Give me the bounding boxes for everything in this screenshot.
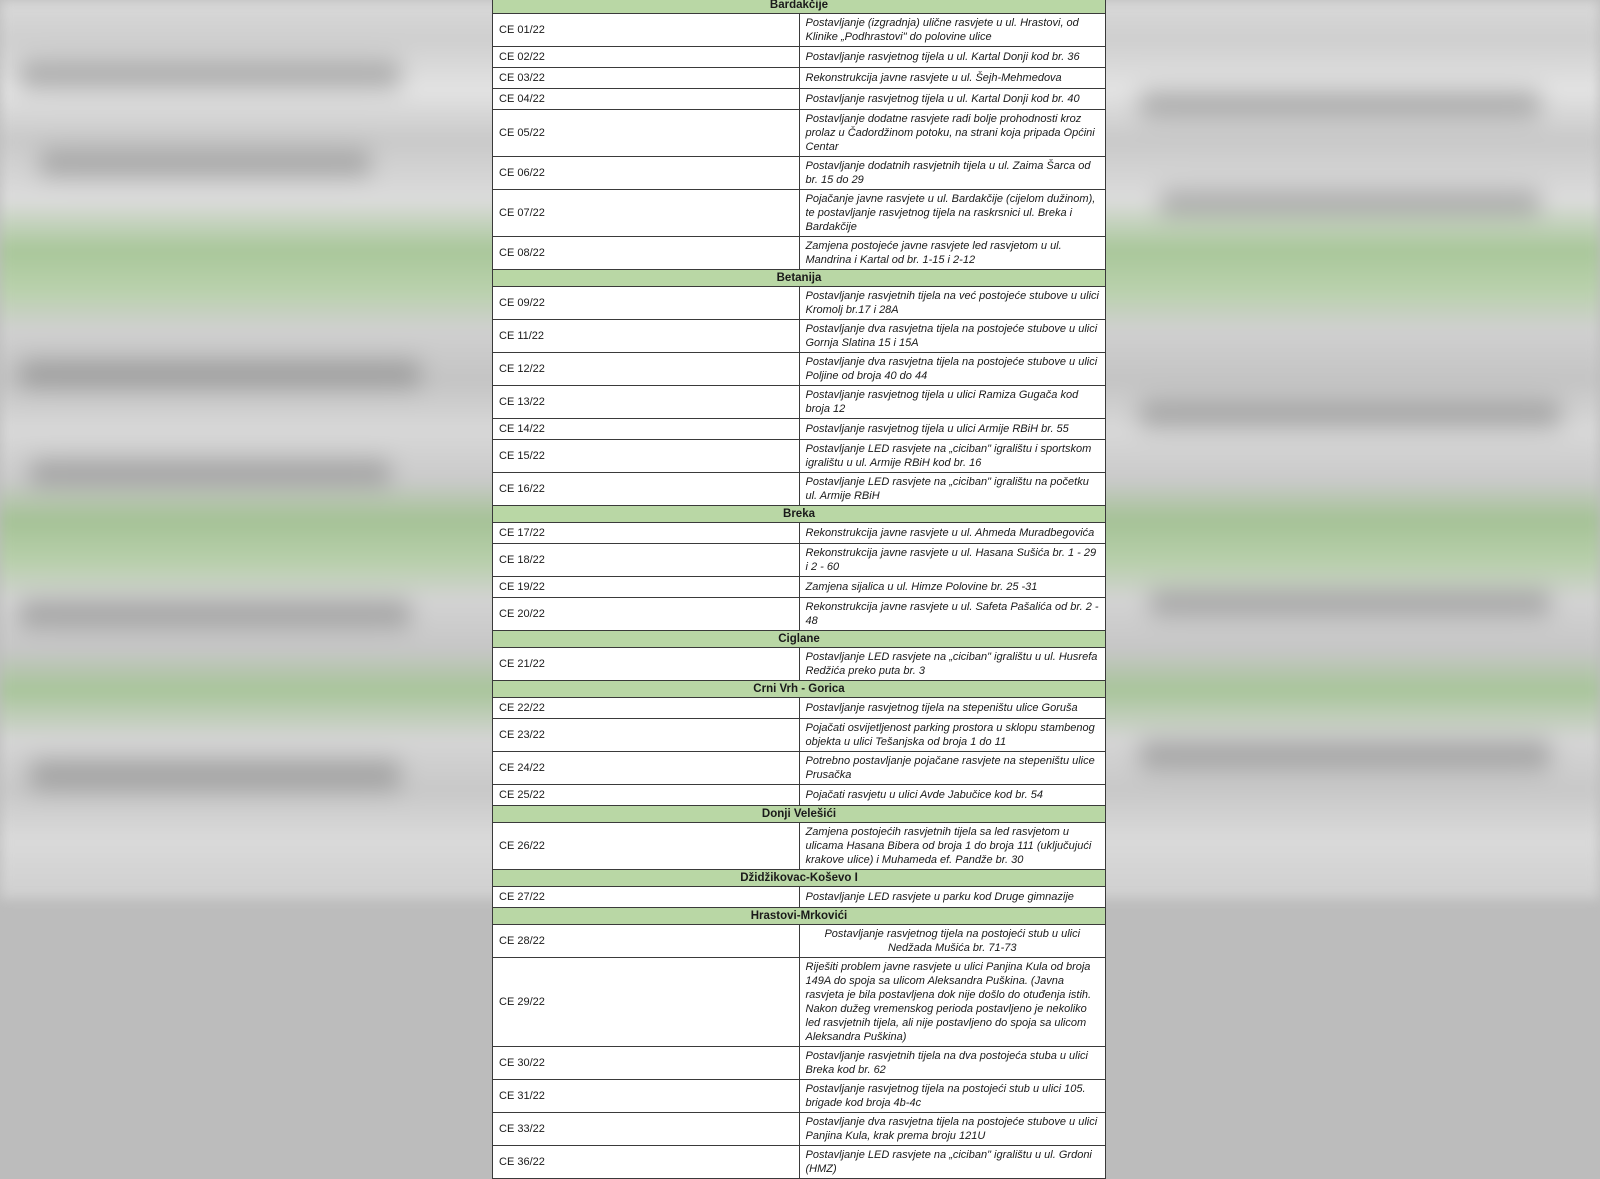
table-body <box>493 0 1106 1179</box>
row-code: CE 16/22 <box>493 473 800 506</box>
row-description: Pojačati rasvjetu u ulici Avde Jabučice kod br. 54 <box>799 785 1106 806</box>
table-row <box>493 1047 1106 1080</box>
row-description: Postavljanje dva rasvjetna tijela na postojeće stubove u ulici Gornja Slatina 15 i 15A <box>799 320 1106 353</box>
table-row <box>493 523 1106 544</box>
section-title: Betanija <box>493 270 1106 287</box>
document-page <box>492 0 1106 1179</box>
table-row <box>493 698 1106 719</box>
row-code: CE 31/22 <box>493 1080 800 1113</box>
row-description: Zamjena sijalica u ul. Himze Polovine br. 25 -31 <box>799 577 1106 598</box>
row-code: CE 02/22 <box>493 47 800 68</box>
blurred-text-block <box>1140 740 1550 770</box>
table-row <box>493 577 1106 598</box>
row-code: CE 19/22 <box>493 577 800 598</box>
row-description: Rekonstrukcija javne rasvjete u ul. Safeta Pašalića od br. 2 - 48 <box>799 598 1106 631</box>
row-code: CE 09/22 <box>493 287 800 320</box>
table-row <box>493 719 1106 752</box>
section-header-row <box>493 908 1106 925</box>
row-description: Zamjena postojeće javne rasvjete led rasvjetom u ul. Mandrina i Kartal od br. 1-15 i 2-12 <box>799 237 1106 270</box>
section-header-row <box>493 870 1106 887</box>
table-row <box>493 89 1106 110</box>
table-row <box>493 752 1106 785</box>
row-description: Postavljanje LED rasvjete na „ciciban" igralištu i sportskom igralištu u ul. Armije RBiH kod br. 16 <box>799 440 1106 473</box>
table-row <box>493 68 1106 89</box>
table-row <box>493 1080 1106 1113</box>
table-row <box>493 473 1106 506</box>
row-description: Postavljanje rasvjetnih tijela na dva postojeća stuba u ulici Breka kod br. 62 <box>799 1047 1106 1080</box>
section-header-row <box>493 506 1106 523</box>
row-description: Postavljanje rasvjetnog tijela u ulici Armije RBiH br. 55 <box>799 419 1106 440</box>
row-description: Postavljanje LED rasvjete na „ciciban" igralištu u ul. Grdoni (HMZ) <box>799 1146 1106 1179</box>
section-title: Breka <box>493 506 1106 523</box>
table-row <box>493 353 1106 386</box>
row-code: CE 21/22 <box>493 648 800 681</box>
row-code: CE 29/22 <box>493 958 800 1047</box>
section-title: Bardakčije <box>493 0 1106 14</box>
row-code: CE 18/22 <box>493 544 800 577</box>
blurred-text-block <box>40 150 370 176</box>
row-code: CE 04/22 <box>493 89 800 110</box>
row-description: Zamjena postojećih rasvjetnih tijela sa led rasvjetom u ulicama Hasana Bibera od broja 1 do broja 111 (uključujući krakove ulice) i Muhameda ef. Pandže br. 30 <box>799 823 1106 870</box>
row-description: Postavljanje LED rasvjete na „ciciban" igralištu na početku ul. Armije RBiH <box>799 473 1106 506</box>
section-header-row <box>493 806 1106 823</box>
row-description: Rekonstrukcija javne rasvjete u ul. Hasana Sušića br. 1 - 29 i 2 - 60 <box>799 544 1106 577</box>
section-title: Donji Velešići <box>493 806 1106 823</box>
row-code: CE 20/22 <box>493 598 800 631</box>
table-row <box>493 1146 1106 1179</box>
blurred-text-block <box>20 360 420 388</box>
row-code: CE 08/22 <box>493 237 800 270</box>
table-row <box>493 1113 1106 1146</box>
row-code: CE 07/22 <box>493 190 800 237</box>
row-description: Potrebno postavljanje pojačane rasvjete na stepeništu ulice Prusačka <box>799 752 1106 785</box>
section-header-row <box>493 681 1106 698</box>
table-row <box>493 887 1106 908</box>
row-code: CE 36/22 <box>493 1146 800 1179</box>
table-row <box>493 157 1106 190</box>
section-header-row <box>493 270 1106 287</box>
row-code: CE 24/22 <box>493 752 800 785</box>
section-title: Ciglane <box>493 631 1106 648</box>
row-description: Pojačati osvijetljenost parking prostora u sklopu stambenog objekta u ulici Tešanjska od broja 1 do 11 <box>799 719 1106 752</box>
row-code: CE 17/22 <box>493 523 800 544</box>
row-description: Postavljanje LED rasvjete na „ciciban" igralištu u ul. Husrefa Redžića preko puta br. 3 <box>799 648 1106 681</box>
street-lighting-table <box>492 0 1106 1179</box>
row-code: CE 03/22 <box>493 68 800 89</box>
table-row <box>493 823 1106 870</box>
row-code: CE 01/22 <box>493 14 800 47</box>
table-row <box>493 386 1106 419</box>
row-code: CE 30/22 <box>493 1047 800 1080</box>
table-row <box>493 47 1106 68</box>
table-row <box>493 237 1106 270</box>
row-code: CE 15/22 <box>493 440 800 473</box>
blurred-text-block <box>1140 400 1560 428</box>
row-code: CE 13/22 <box>493 386 800 419</box>
row-code: CE 23/22 <box>493 719 800 752</box>
blurred-text-block <box>1140 90 1540 118</box>
row-description: Pojačanje javne rasvjete u ul. Bardakčije (cijelom dužinom), te postavljanje rasvjetnog tijela na raskrsnici ul. Breka i Bardakčije <box>799 190 1106 237</box>
row-code: CE 22/22 <box>493 698 800 719</box>
table-row <box>493 598 1106 631</box>
table-row <box>493 287 1106 320</box>
row-code: CE 27/22 <box>493 887 800 908</box>
row-code: CE 33/22 <box>493 1113 800 1146</box>
table-row <box>493 925 1106 958</box>
row-description: Postavljanje dodatnih rasvjetnih tijela u ul. Zaima Šarca od br. 15 do 29 <box>799 157 1106 190</box>
row-description: Postavljanje rasvjetnog tijela u ulici Ramiza Gugača kod broja 12 <box>799 386 1106 419</box>
table-row <box>493 190 1106 237</box>
row-description: Postavljanje dva rasvjetna tijela na postojeće stubove u ulici Panjina Kula, krak prema broju 121U <box>799 1113 1106 1146</box>
row-code: CE 11/22 <box>493 320 800 353</box>
table-row <box>493 320 1106 353</box>
table-row <box>493 544 1106 577</box>
table-row <box>493 648 1106 681</box>
section-header-row <box>493 631 1106 648</box>
row-code: CE 14/22 <box>493 419 800 440</box>
table-row <box>493 785 1106 806</box>
section-title: Džidžikovac-Koševo I <box>493 870 1106 887</box>
section-title: Hrastovi-Mrkovići <box>493 908 1106 925</box>
row-code: CE 05/22 <box>493 110 800 157</box>
blurred-text-block <box>30 760 400 790</box>
row-description: Postavljanje rasvjetnog tijela u ul. Kartal Donji kod br. 36 <box>799 47 1106 68</box>
blurred-text-block <box>20 600 410 628</box>
section-title: Crni Vrh - Gorica <box>493 681 1106 698</box>
row-code: CE 12/22 <box>493 353 800 386</box>
blurred-text-block <box>1150 590 1550 616</box>
row-description: Postavljanje rasvjetnog tijela na postojeći stub u ulici 105. brigade kod broja 4b-4c <box>799 1080 1106 1113</box>
row-description: Rekonstrukcija javne rasvjete u ul. Šejh-Mehmedova <box>799 68 1106 89</box>
row-description: Rekonstrukcija javne rasvjete u ul. Ahmeda Muradbegovića <box>799 523 1106 544</box>
table-row <box>493 958 1106 1047</box>
table-row <box>493 440 1106 473</box>
row-description: Postavljanje rasvjetnog tijela na stepeništu ulice Goruša <box>799 698 1106 719</box>
row-description: Postavljanje (izgradnja) ulične rasvjete u ul. Hrastovi, od Klinike „Podhrastovi" do polovine ulice <box>799 14 1106 47</box>
row-description: Postavljanje rasvjetnih tijela na već postojeće stubove u ulici Kromolj br.17 i 28A <box>799 287 1106 320</box>
row-code: CE 28/22 <box>493 925 800 958</box>
row-code: CE 25/22 <box>493 785 800 806</box>
row-description: Postavljanje rasvjetnog tijela na postojeći stub u ulici Nedžada Mušića br. 71-73 <box>799 925 1106 958</box>
table-row <box>493 110 1106 157</box>
section-header-row <box>493 0 1106 14</box>
row-description: Riješiti problem javne rasvjete u ulici Panjina Kula od broja 149A do spoja sa ulicom Aleksandra Puškina. (Javna rasvjeta je bila postavljena dok nije došlo do otuđenja istih. Nakon dužeg vremenskog perioda postavljeno je nekoliko led rasvjetnih tijela, ali nije postavljeno do spoja sa ulicom Aleksandra Puškina) <box>799 958 1106 1047</box>
row-description: Postavljanje dodatne rasvjete radi bolje prohodnosti kroz prolaz u Čadordžinom potoku, na strani koja pripada Općini Centar <box>799 110 1106 157</box>
row-description: Postavljanje LED rasvjete u parku kod Druge gimnazije <box>799 887 1106 908</box>
blurred-text-block <box>1160 190 1540 216</box>
row-description: Postavljanje rasvjetnog tijela u ul. Kartal Donji kod br. 40 <box>799 89 1106 110</box>
row-code: CE 06/22 <box>493 157 800 190</box>
blurred-text-block <box>20 60 400 90</box>
blurred-text-block <box>30 460 390 486</box>
row-description: Postavljanje dva rasvjetna tijela na postojeće stubove u ulici Poljine od broja 40 do 44 <box>799 353 1106 386</box>
table-row <box>493 14 1106 47</box>
row-code: CE 26/22 <box>493 823 800 870</box>
table-row <box>493 419 1106 440</box>
